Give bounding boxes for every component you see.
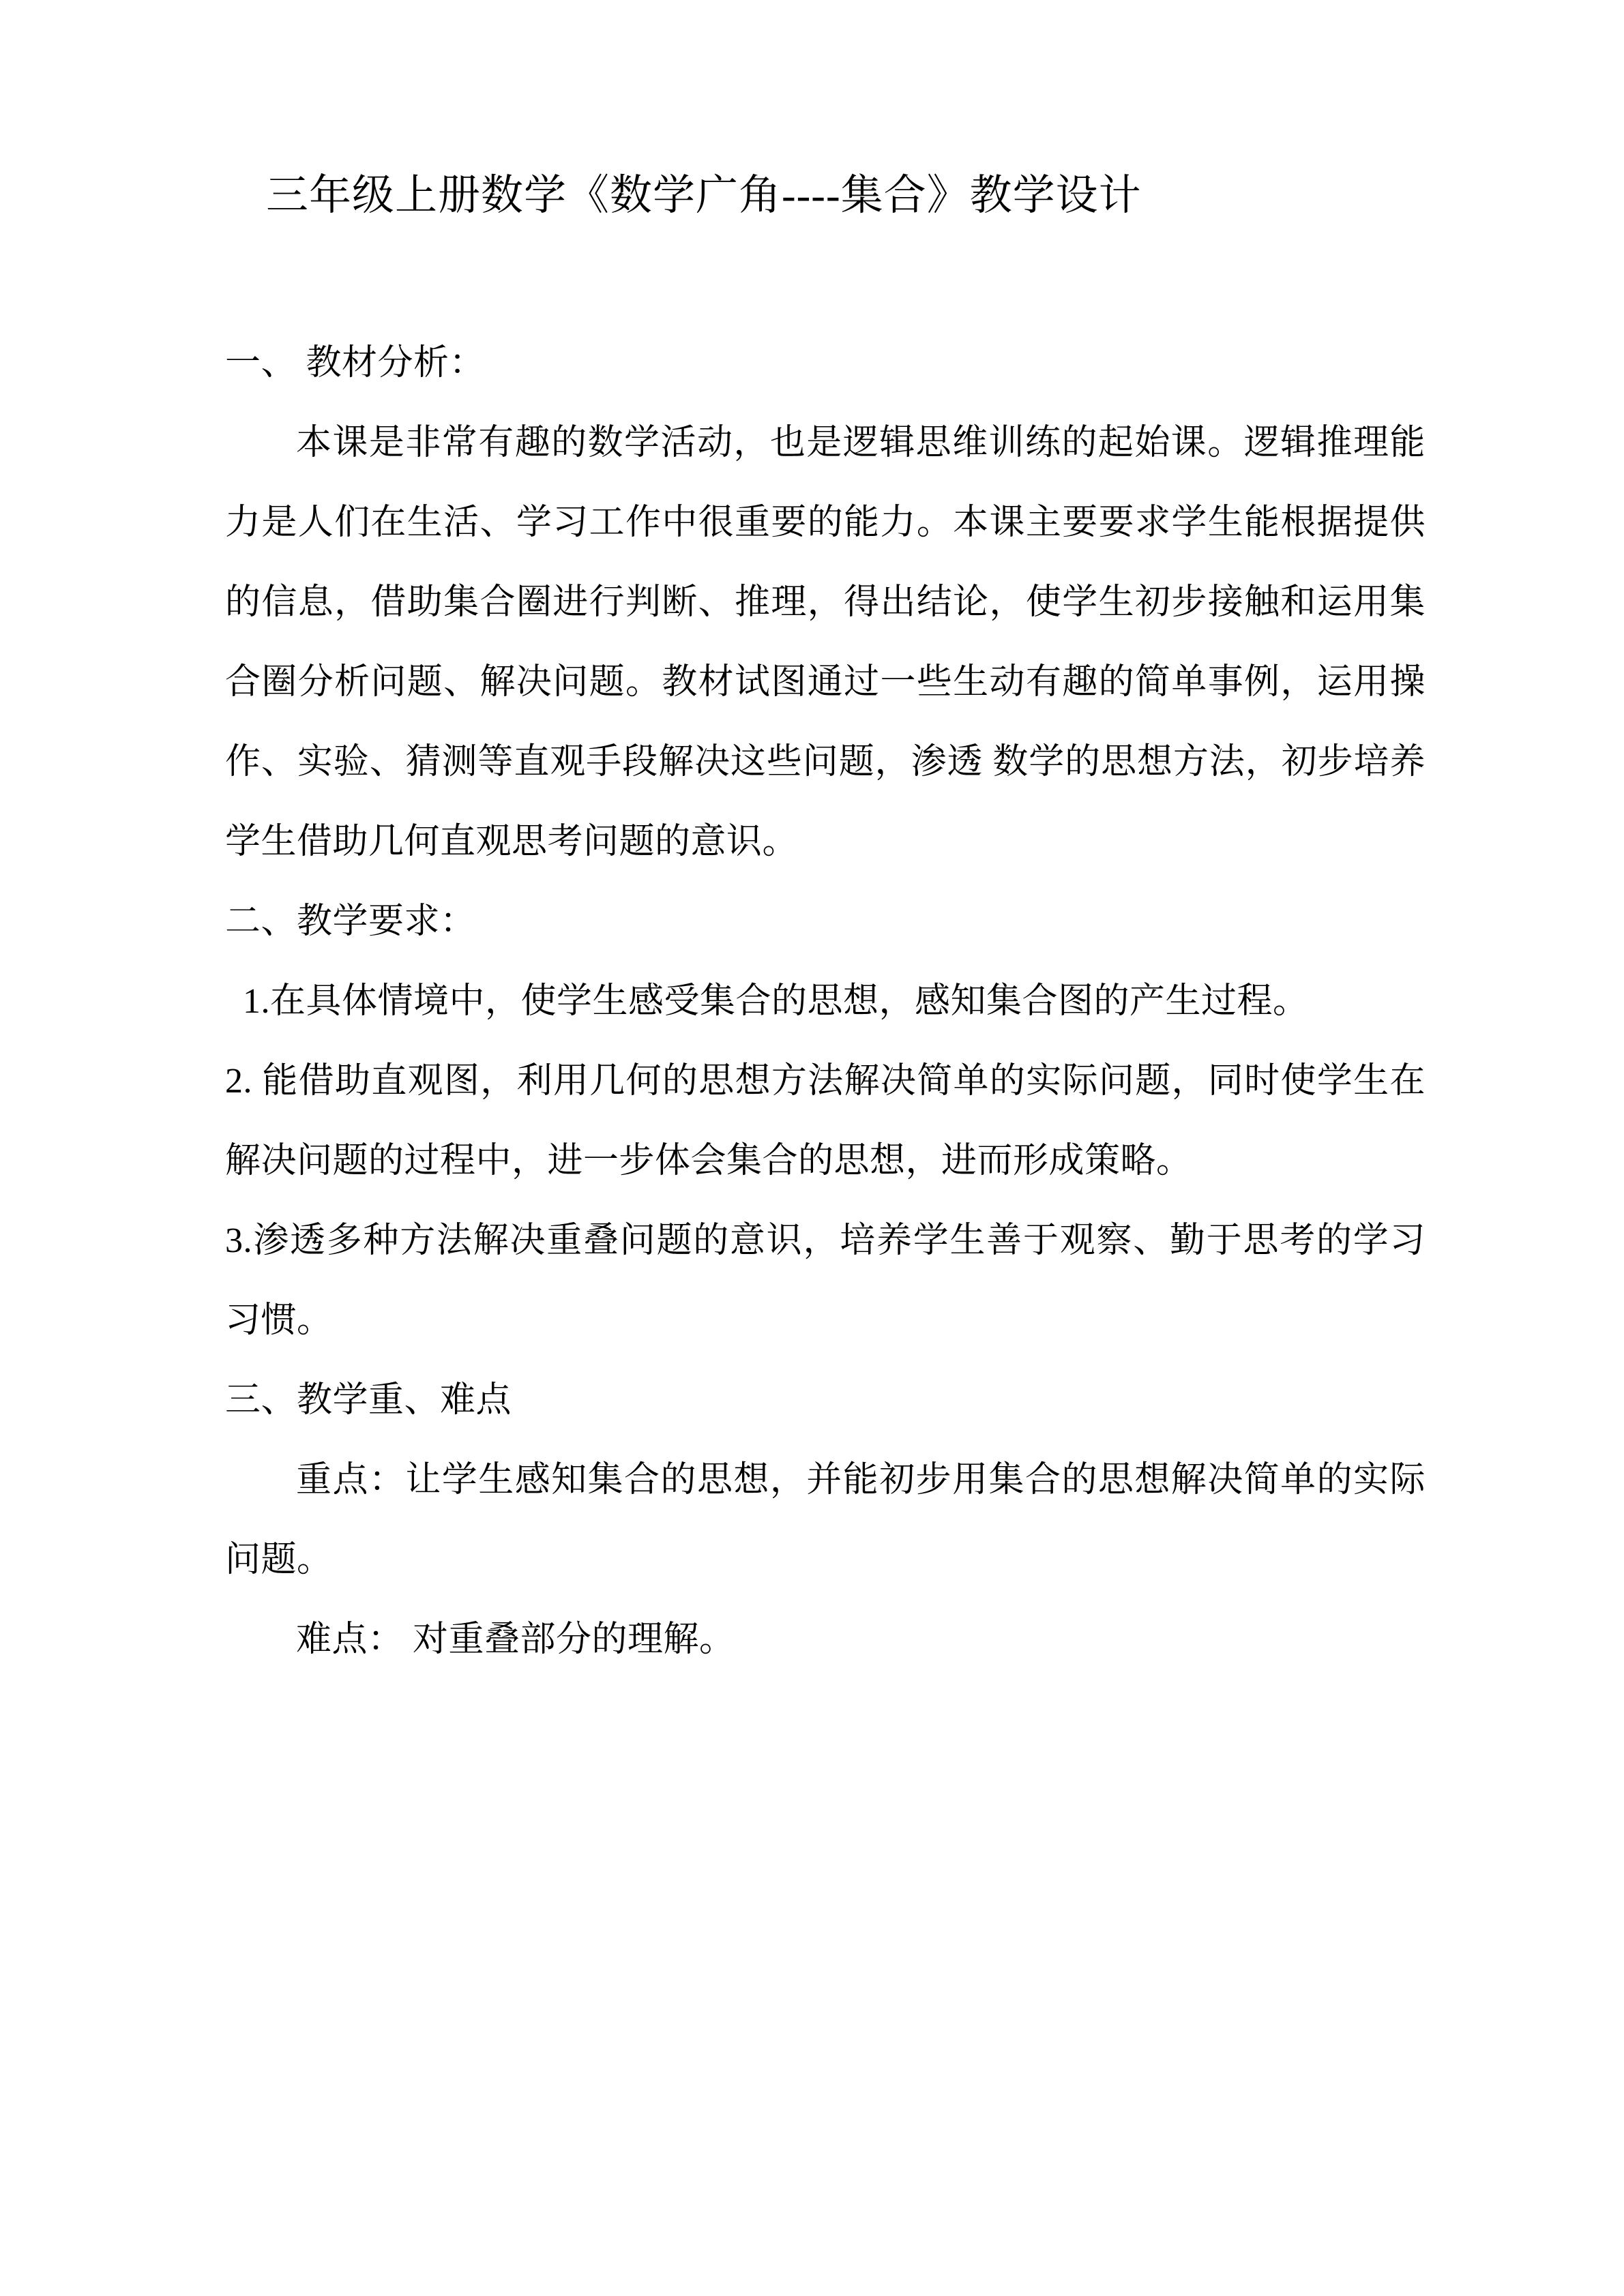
page-title: 三年级上册数学《数学广角----集合》教学设计 bbox=[266, 173, 1142, 219]
section-heading-3: 三、教学重、难点 bbox=[225, 1381, 512, 1420]
section-1-paragraph-1: 本课是非常有趣的数学活动，也是逻辑思维训练的起始课。逻辑推理能力是人们在生活、学习工作中很重要的能力。本课主要要求学生能根据提供的信息，借助集合圈进行判断、推理，得出结论，使学生初步接触和运用集合圈分析问题、解决问题。教材试图通过一些生动有趣的简单事例，运用操作、实验、猜测等直观手段解决这些问题，渗透 数学的思想方法，初步培养学生借助几何直观思考问题的意识。 bbox=[225, 423, 1426, 862]
section-heading-2: 二、教学要求： bbox=[225, 902, 476, 942]
section-2-paragraph-2: 2. 能借助直观图，利用几何的思想方法解决简单的实际问题，同时使学生在解决问题的过程中，进一步体会集合的思想，进而形成策略。 bbox=[225, 1062, 1426, 1181]
document-body bbox=[225, 170, 1426, 1680]
section-2-paragraph-1: 1.在具体情境中，使学生感受集合的思想，感知集合图的产生过程。 bbox=[243, 982, 1309, 1022]
section-3-paragraph-2: 难点： 对重叠部分的理解。 bbox=[296, 1620, 735, 1660]
title-spacer bbox=[225, 221, 1426, 323]
section-heading-1: 一、 教材分析： bbox=[225, 344, 486, 383]
section-2-paragraph-3: 3.渗透多种方法解决重叠问题的意识，培养学生善于观察、勤于思考的学习习惯。 bbox=[225, 1221, 1426, 1341]
section-3-paragraph-1: 重点：让学生感知集合的思想，并能初步用集合的思想解决简单的实际问题。 bbox=[225, 1461, 1426, 1580]
